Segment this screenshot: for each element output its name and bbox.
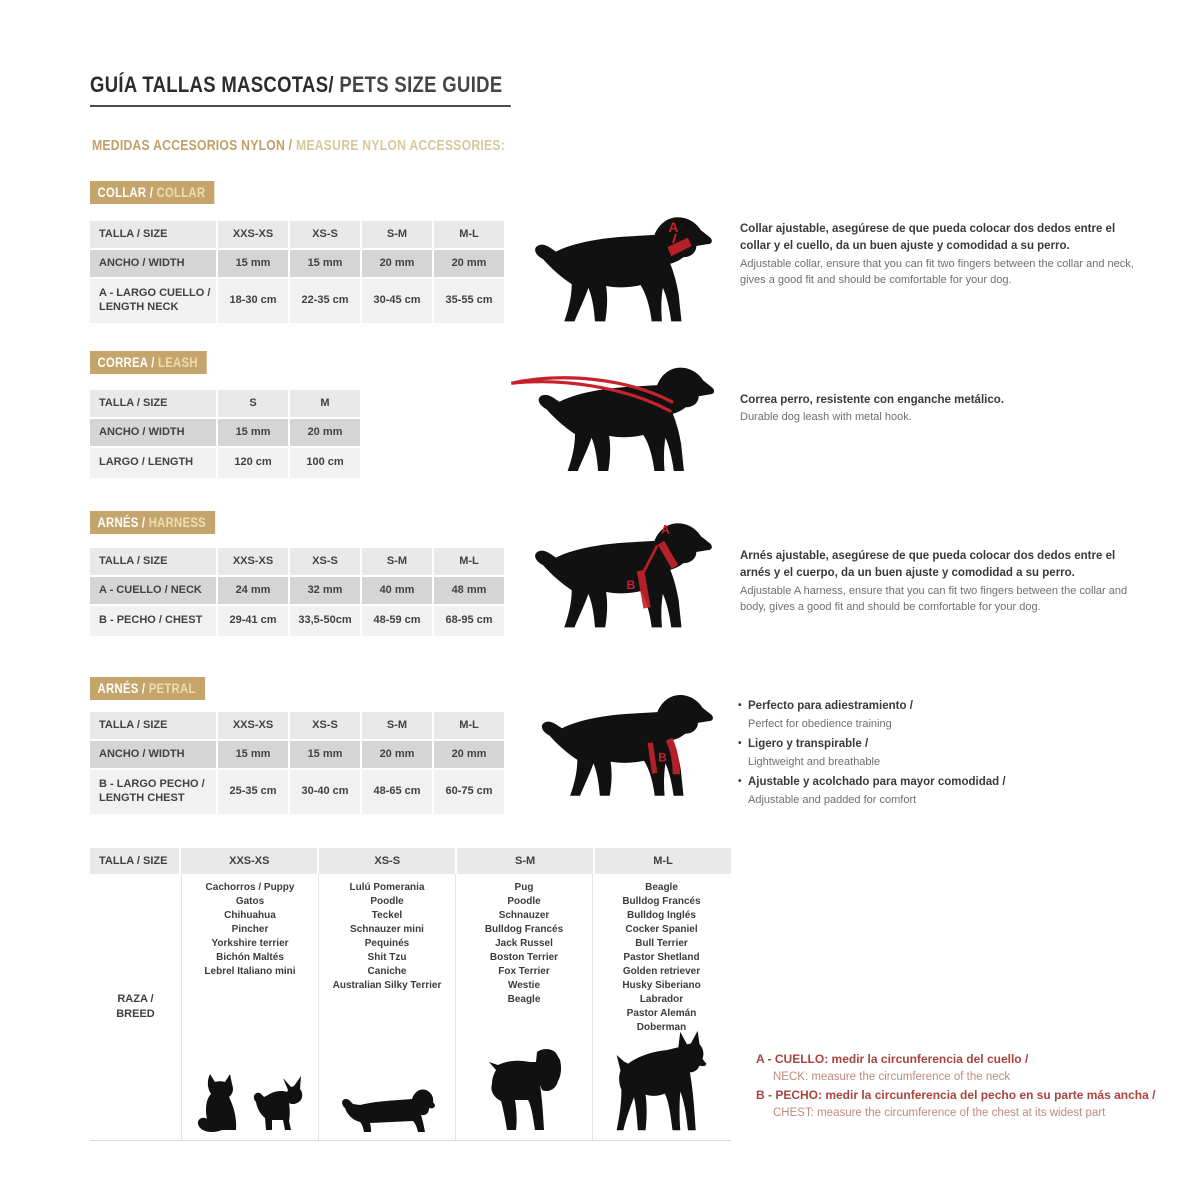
cell: 32 mm: [290, 577, 362, 604]
breed-name: Pastor Shetland: [623, 952, 700, 963]
collar-width-row: [90, 250, 504, 277]
note-chest-en: CHEST: measure the circumference of the chest at its widest part: [773, 1107, 1106, 1119]
row-label: LARGO / LENGTH: [90, 448, 218, 478]
cell: 24 mm: [218, 577, 290, 604]
page-title-en: PETS SIZE GUIDE: [339, 72, 503, 97]
harness-badge-es: ARNÉS /: [97, 515, 146, 530]
breed-name: Shit Tzu: [367, 952, 407, 963]
collar-header-xxs-xs: XXS-XS: [218, 221, 290, 248]
petral-header-xxs-xs: XXS-XS: [218, 712, 290, 739]
leash-badge-es: CORREA /: [97, 355, 155, 370]
cell: 48-65 cm: [362, 770, 434, 814]
collar-badge-en: COLLAR: [156, 185, 206, 200]
note-neck-es: A - CUELLO: medir la circunferencia del cuello /: [756, 1052, 1029, 1066]
leash-size-table: [90, 390, 360, 478]
cell: 29-41 cm: [218, 606, 290, 636]
breed-name: Doberman: [636, 1022, 687, 1033]
cell: 22-35 cm: [290, 279, 362, 323]
petral-header-m-l: M-L: [459, 718, 479, 731]
breed-row-label: RAZA / BREED: [90, 874, 182, 1140]
cell: 30-45 cm: [362, 279, 434, 323]
breed-name: Caniche: [367, 966, 407, 977]
row-label: B - LARGO PECHO / LENGTH CHEST: [90, 770, 218, 814]
leash-header-s: S: [218, 390, 290, 417]
harness-description: [740, 548, 1142, 616]
leash-header-size: TALLA / SIZE: [90, 390, 218, 417]
breed-table-body: [90, 874, 731, 1141]
petral-table-header-row: [90, 712, 504, 739]
petral-width-row: [90, 741, 504, 768]
row-label: ANCHO / WIDTH: [90, 741, 218, 768]
breed-list: [319, 874, 455, 993]
breed-name: Fox Terrier: [498, 966, 550, 977]
cell: 15 mm: [290, 250, 362, 277]
cell: 15 mm: [218, 250, 290, 277]
breed-header-size: TALLA / SIZE: [90, 848, 181, 874]
collar-table-header-row: [90, 221, 504, 248]
breed-name: Lulú Pomerania: [349, 882, 425, 893]
breed-col-xs-s: [319, 874, 456, 1140]
cell: 40 mm: [362, 577, 434, 604]
doberman-silhouette-icon: [613, 1028, 708, 1136]
breed-name: Labrador: [639, 994, 684, 1005]
leash-table-header-row: [90, 390, 360, 417]
breed-name: Gatos: [235, 896, 265, 907]
section-subtitle: [92, 138, 584, 154]
cell: 60-75 cm: [445, 785, 493, 798]
cell: 120 cm: [218, 448, 290, 478]
leash-header-m: M: [320, 396, 330, 409]
breed-name: Pastor Alemán: [626, 1008, 697, 1019]
cell: 15 mm: [290, 741, 362, 768]
cat-silhouette-icon: [196, 1066, 240, 1136]
collar-neck-length-row: [90, 279, 504, 323]
cell: 68-95 cm: [445, 614, 493, 627]
schnauzer-silhouette-icon: [484, 1048, 564, 1136]
breed-name: Chihuahua: [224, 910, 276, 921]
collar-badge-es: COLLAR /: [97, 185, 154, 200]
breed-name: Bull Terrier: [635, 938, 688, 949]
harness-header-size: TALLA / SIZE: [90, 548, 218, 575]
harness-header-m-l: M-L: [459, 554, 479, 567]
breed-name: Schnauzer mini: [350, 924, 424, 935]
cell: 20 mm: [362, 250, 434, 277]
dog-petral-illustration: [535, 690, 715, 808]
breed-header-xxs-xs: XXS-XS: [181, 848, 319, 874]
breed-header-s-m: S-M: [457, 848, 595, 874]
harness-badge-en: HARNESS: [148, 515, 206, 530]
collar-size-table: [90, 221, 504, 323]
breed-name: Beagle: [645, 882, 678, 893]
breed-name: Yorkshire terrier: [211, 938, 289, 949]
dog-with-petral-icon: [535, 690, 715, 808]
feature-es: • Ligero y transpirable /: [738, 736, 1158, 754]
harness-desc-spanish: Arnés ajustable, asegúrese de que pueda colocar dos dedos entre el arnés y el cuerpo, da un buen ajuste y comodidad a su perro.: [740, 550, 1116, 580]
breed-name: Bichón Maltés: [216, 952, 284, 963]
row-label: B - PECHO / CHEST: [90, 606, 218, 636]
dog-harness-illustration: [528, 518, 714, 640]
breed-name: Bulldog Inglés: [627, 910, 696, 921]
feature-es: • Ajustable y acolchado para mayor comodidad /: [738, 774, 1158, 792]
leash-badge-en: LEASH: [158, 355, 198, 370]
leash-desc-english: Durable dog leash with metal hook.: [740, 411, 912, 424]
breed-list: [593, 874, 730, 1035]
note-neck-en: NECK: measure the circumference of the neck: [773, 1070, 1011, 1083]
cell: 20 mm: [451, 256, 487, 269]
breed-name: Teckel: [371, 910, 403, 921]
breed-name: Husky Siberiano: [622, 980, 701, 991]
petral-chest-length-row: [90, 770, 504, 814]
subtitle-en: MEASURE NYLON ACCESSORIES:: [295, 138, 506, 154]
petral-header-s-m: S-M: [362, 712, 434, 739]
cell: 25-35 cm: [218, 770, 290, 814]
cell: 20 mm: [451, 747, 487, 760]
cell: 48 mm: [451, 583, 487, 596]
cell: 20 mm: [362, 741, 434, 768]
petral-header-size: TALLA / SIZE: [90, 712, 218, 739]
breed-name: Australian Silky Terrier: [332, 980, 442, 991]
breed-list: [456, 874, 592, 1007]
breed-table-header-row: [90, 848, 731, 874]
cell: 35-55 cm: [445, 294, 493, 307]
breed-name: Westie: [507, 980, 541, 991]
petral-features: [738, 698, 1158, 812]
breed-name: Pincher: [231, 924, 269, 935]
cell: 33,5-50cm: [290, 606, 362, 636]
cell: 18-30 cm: [218, 279, 290, 323]
note-chest-es: B - PECHO: medir la circunferencia del pecho en su parte más ancha /: [756, 1088, 1156, 1103]
cell: 48-59 cm: [362, 606, 434, 636]
cell: 15 mm: [218, 741, 290, 768]
breed-name: Pequinés: [364, 938, 410, 949]
petral-badge-en: PETRAL: [148, 681, 196, 696]
collar-header-s-m: S-M: [362, 221, 434, 248]
dog-with-leash-icon: [505, 363, 717, 483]
feature-en: Lightweight and breathable: [748, 755, 881, 768]
harness-marker-b: B: [626, 578, 636, 593]
breed-table: [90, 848, 731, 1141]
breed-name: Lebrel Italiano mini: [204, 966, 296, 977]
harness-table-header-row: [90, 548, 504, 575]
row-label: A - CUELLO / NECK: [90, 577, 218, 604]
petral-marker-b: B: [658, 751, 667, 765]
leash-width-row: [90, 419, 360, 446]
harness-desc-english: Adjustable A harness, ensure that you can fit two fingers between the collar and body, gives a good fit and should be comfortable for your dog.: [740, 584, 1128, 613]
collar-header-xs-s: XS-S: [290, 221, 362, 248]
harness-neck-row: [90, 577, 504, 604]
leash-length-row: [90, 448, 360, 478]
collar-header-size: TALLA / SIZE: [90, 221, 218, 248]
collar-desc-english: Adjustable collar, ensure that you can fit two fingers between the collar and neck, gives a good fit and should be comfortable for your dog.: [740, 257, 1134, 286]
feature-en: Adjustable and padded for comfort: [748, 793, 917, 806]
breed-name: Bulldog Francés: [484, 924, 564, 935]
page-title: [90, 72, 591, 107]
subtitle-es: MEDIDAS ACCESORIOS NYLON /: [92, 138, 293, 154]
harness-badge: [90, 511, 239, 534]
collar-header-m-l: M-L: [459, 227, 479, 240]
dog-with-harness-icon: [528, 518, 714, 640]
cell: 20 mm: [307, 425, 343, 438]
dachshund-silhouette-icon: [340, 1084, 435, 1136]
collar-badge: [90, 181, 238, 204]
petral-header-xs-s: XS-S: [290, 712, 362, 739]
row-label: A - LARGO CUELLO / LENGTH NECK: [90, 279, 218, 323]
breed-col-m-l: [593, 874, 730, 1140]
petral-size-table: [90, 712, 504, 814]
breed-name: Cocker Spaniel: [625, 924, 698, 935]
breed-header-m-l: M-L: [595, 848, 731, 874]
dog-leash-illustration: [505, 363, 717, 483]
breed-name: Poodle: [370, 896, 404, 907]
harness-header-s-m: S-M: [362, 548, 434, 575]
page-title-es: GUÍA TALLAS MASCOTAS/: [90, 72, 334, 97]
breed-name: Beagle: [507, 994, 541, 1005]
breed-col-xxs-xs: [182, 874, 319, 1140]
dog-collar-illustration: [528, 212, 714, 334]
breed-name: Golden retriever: [622, 966, 701, 977]
cell: 30-40 cm: [290, 770, 362, 814]
breed-name: Cachorros / Puppy: [205, 882, 295, 893]
harness-header-xxs-xs: XXS-XS: [218, 548, 290, 575]
measuring-notes: [756, 1050, 1186, 1123]
petral-badge: [90, 677, 227, 700]
harness-chest-row: [90, 606, 504, 636]
leash-badge: [90, 351, 229, 374]
dog-with-collar-icon: [528, 212, 714, 334]
breed-name: Boston Terrier: [489, 952, 559, 963]
breed-header-xs-s: XS-S: [319, 848, 457, 874]
harness-marker-a: A: [660, 522, 670, 537]
leash-description: [740, 392, 1142, 426]
collar-description: [740, 221, 1142, 289]
cell: 100 cm: [306, 456, 344, 469]
row-label: ANCHO / WIDTH: [90, 419, 218, 446]
breed-name: Jack Russel: [495, 938, 553, 949]
feature-en: Perfect for obedience training: [748, 717, 892, 730]
harness-header-xs-s: XS-S: [290, 548, 362, 575]
breed-name: Bulldog Francés: [622, 896, 701, 907]
breed-list: [182, 874, 318, 979]
breed-name: Pug: [514, 882, 534, 893]
breed-col-s-m: [456, 874, 593, 1140]
chihuahua-silhouette-icon: [252, 1074, 304, 1136]
collar-desc-spanish: Collar ajustable, asegúrese de que pueda colocar dos dedos entre el collar y el cuello, da un buen ajuste y comodidad a su perro.: [740, 223, 1116, 253]
leash-desc-spanish: Correa perro, resistente con enganche metálico.: [740, 394, 1004, 406]
breed-name: Schnauzer: [498, 910, 550, 921]
feature-es: • Perfecto para adiestramiento /: [738, 698, 1158, 716]
row-label: ANCHO / WIDTH: [90, 250, 218, 277]
harness-size-table: [90, 548, 504, 636]
cell: 15 mm: [218, 419, 290, 446]
collar-marker-a: A: [668, 219, 679, 236]
breed-name: Poodle: [507, 896, 541, 907]
petral-badge-es: ARNÉS /: [97, 681, 146, 696]
